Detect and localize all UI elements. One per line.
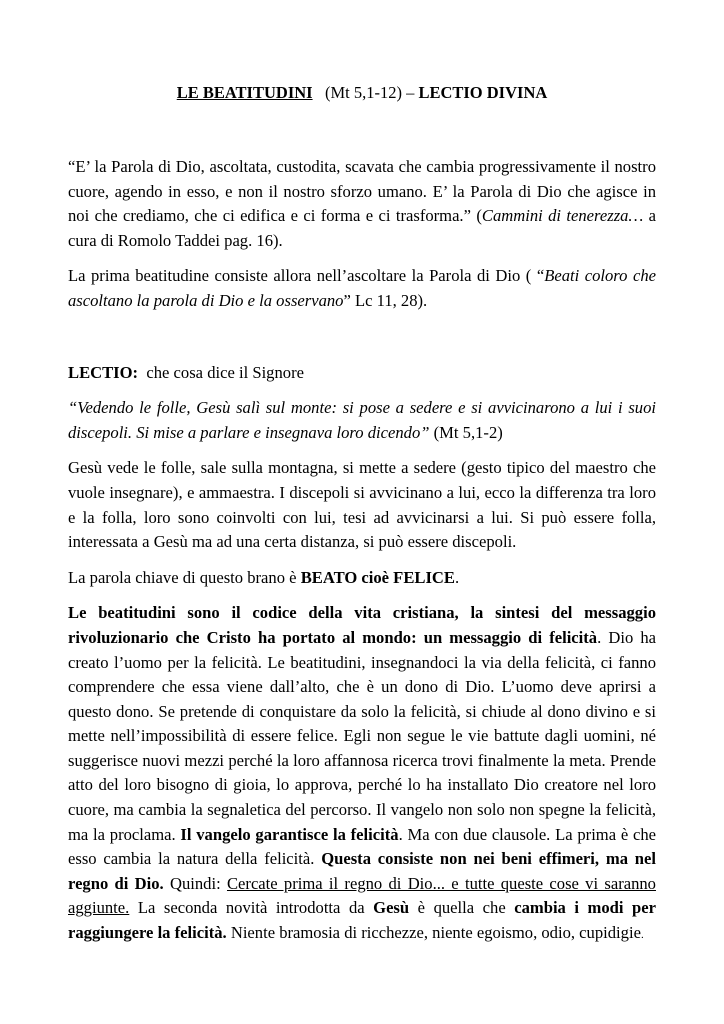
gospel-quote: “Vedendo le folle, Gesù salì sul monte: si pose a sedere e si avvicinarono a lui i suoi discepoli. Si mise a parlare e insegnava loro dicendo”	[68, 398, 656, 442]
closing-period: .	[640, 929, 644, 942]
paragraph-gospel-quote	[68, 396, 656, 445]
therefore-text: Quindi:	[163, 873, 227, 893]
jesus-name: Gesù	[373, 898, 410, 918]
gospel-guarantees: Il vangelo garantisce la felicità	[180, 824, 399, 844]
key-word-tail: .	[454, 567, 460, 587]
clause-text: . Ma con due clausole. La prima è che esso cambia la natura della felicità.	[68, 824, 656, 869]
first-beatitude-text: La prima beatitudine consiste allora nell’ascoltare la Parola di Dio ( “	[68, 266, 545, 286]
page-title	[68, 82, 656, 104]
beatitudes-thesis: Le beatitudini sono il codice della vita cristiana, la sintesi del messaggio rivoluzionario che Cristo ha portato al mondo: un messaggio di felicità	[68, 603, 656, 647]
gospel-reference: (Mt 5,1-2)	[429, 422, 503, 442]
section-heading-lectio	[68, 361, 656, 386]
lectio-label: LECTIO:	[68, 362, 139, 382]
paragraph-beatitudes-code	[68, 601, 656, 947]
document-page	[68, 82, 656, 948]
key-word-text: La parola chiave di questo brano è	[68, 567, 301, 587]
lectio-subtitle: che cosa dice il Signore	[142, 362, 304, 382]
seek-kingdom-quote: Cercate prima il regno di Dio... e tutte queste cose vi saranno aggiunte.	[68, 873, 656, 918]
intro-tail: a cura di Romolo Taddei pag. 16).	[68, 206, 656, 250]
paragraph-key-word	[68, 566, 656, 591]
that-text: è quella che	[409, 898, 515, 918]
closing-text: Niente bramosia di ricchezze, niente egoismo, odio, cupidigie	[226, 923, 641, 943]
book-title: Cammini di tenerezza…	[481, 206, 644, 226]
first-beatitude-quote: Beati coloro che ascoltano la parola di Dio e la osservano	[68, 266, 656, 310]
paragraph-jesus-sees-crowds	[68, 456, 656, 554]
intro-text: “E’ la Parola di Dio, ascoltata, custodita, scavata che cambia progressivamente il nostro cuore, agendo in esso, e non il nostro sforzo umano. E’ la Parola di Dio che agisce in noi che crediamo, che ci edifica e ci forma e ci trasforma.” (	[68, 157, 656, 226]
first-beatitude-tail: ” Lc 11, 28).	[343, 290, 428, 310]
title-main: LE BEATITUDINI	[176, 83, 313, 102]
title-reference: (Mt 5,1-12)	[324, 83, 402, 102]
kingdom-statement: Questa consiste non nei beni effimeri, ma nel regno di Dio.	[68, 849, 656, 893]
title-dash: –	[406, 83, 415, 102]
key-word: BEATO cioè FELICE	[300, 567, 455, 587]
second-novelty-text: La seconda novità introdotta da	[129, 898, 374, 918]
changes-ways: cambia i modi per raggiungere la felicità.	[68, 898, 657, 943]
paragraph-intro-quote	[68, 155, 656, 253]
paragraph-first-beatitude	[68, 264, 656, 313]
crowds-text: Gesù vede le folle, sale sulla montagna, si mette a sedere (gesto tipico del maestro che vuole insegnare), e ammaestra. I discepoli si avvicinano a lui, ecco la differenza tra loro e la folla, loro sono coinvolti con lui, tesi ad avvicinarsi a lui. Si può essere folla, interessata a Gesù ma ad una certa distanza, si può essere discepoli.	[68, 458, 656, 552]
beatitudes-body: . Dio ha creato l’uomo per la felicità. Le beatitudini, insegnandoci la via della felicità, ci fanno comprendere che essa viene dall’alto, che è un dono di Dio. L’uomo deve aprirsi a questo dono. Se pretende di conquistare da solo la felicità, si chiude al dono divino e si mette nell’impossibilità di essere felice. Egli non segue le vie battute dagli uomini, né suggerisce nuovi mezzi perché la loro affannosa ricerca trovi finalmente la meta. Prende atto del loro bisogno di gioia, lo approva, perché lo ha installato Dio creatore nel loro cuore, ma cambia la segnaletica del percorso. Il vangelo non solo non spegne la felicità, ma la proclama.	[68, 627, 657, 844]
title-suffix: LECTIO DIVINA	[418, 83, 548, 102]
